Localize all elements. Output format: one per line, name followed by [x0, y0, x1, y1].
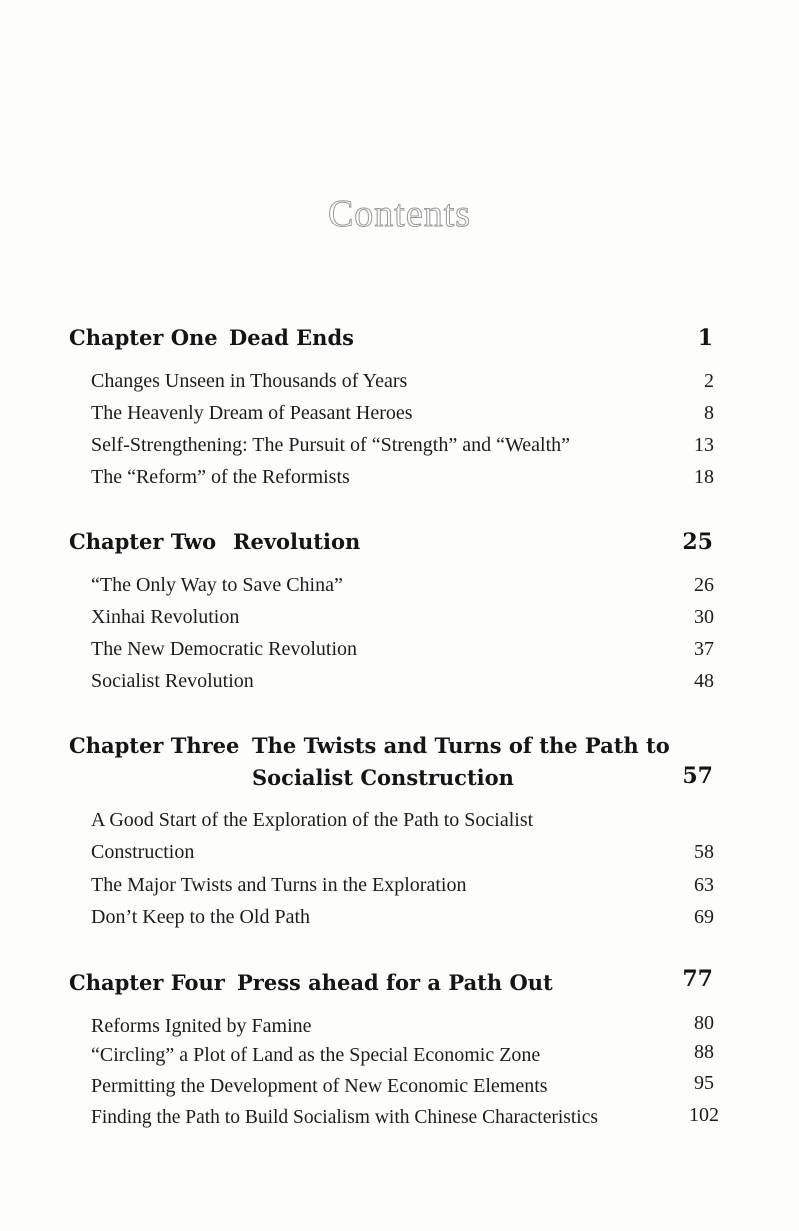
toc-entry: [91, 901, 714, 933]
chapter-page-number: 25: [682, 529, 713, 555]
toc-entry-page: 8: [704, 402, 714, 424]
toc-entry-page: 26: [694, 574, 714, 596]
chapter-page-number: 1: [697, 325, 713, 351]
chapter-number: Chapter Three: [69, 733, 240, 758]
chapter-title-line: Socialist Construction: [252, 765, 514, 790]
toc-entry: [91, 633, 714, 665]
toc-entry-title: Finding the Path to Build Socialism with Chinese Characteristics: [91, 1107, 598, 1128]
chapter-title: [252, 730, 670, 794]
chapter-heading: [69, 322, 713, 354]
toc-entry-page: 80: [694, 1012, 714, 1034]
chapter-heading: [69, 730, 713, 794]
chapter-heading: [69, 967, 713, 999]
toc-entry-title: Xinhai Revolution: [91, 606, 240, 628]
toc-entry-title-line: A Good Start of the Exploration of the Path to Socialist: [91, 809, 534, 831]
toc-entry: [91, 869, 714, 901]
toc-entry-page: 69: [694, 906, 714, 928]
toc-entry-page: 102: [689, 1104, 719, 1126]
toc-entry: [91, 665, 714, 697]
toc-entry: [91, 397, 714, 429]
chapter-title: [229, 322, 354, 354]
toc-entry: [91, 569, 714, 601]
toc-entry-page: 88: [694, 1041, 714, 1063]
toc-entry: [91, 461, 714, 493]
toc-entry-title: The “Reform” of the Reformists: [91, 466, 350, 488]
chapter-title: [237, 967, 553, 999]
page-title: Contents: [327, 193, 472, 235]
toc-entry: [91, 365, 714, 397]
toc-entry-title: Don’t Keep to the Old Path: [91, 906, 311, 928]
toc-entry-page: 2: [704, 370, 714, 392]
toc-entry-title: Self-Strengthening: The Pursuit of “Strength” and “Wealth”: [91, 434, 571, 456]
toc-entry-title: “The Only Way to Save China”: [91, 574, 343, 596]
chapter-page-number: 57: [682, 763, 713, 789]
toc-entry-page: 63: [694, 874, 714, 896]
toc-entry-title: Permitting the Development of New Economic Elements: [91, 1075, 548, 1097]
toc-entry-title: The Major Twists and Turns in the Exploration: [91, 874, 467, 896]
chapter-page-number: 77: [682, 966, 713, 992]
chapter-title-line: Press ahead for a Path Out: [237, 970, 553, 995]
chapter-title-line: The Twists and Turns of the Path to: [252, 733, 670, 758]
toc-entry-title: The Heavenly Dream of Peasant Heroes: [91, 402, 413, 424]
toc-entry-title: The New Democratic Revolution: [91, 638, 358, 660]
toc-entry: [91, 804, 714, 868]
toc-entry-page: 48: [694, 670, 714, 692]
chapter-heading: [69, 526, 713, 558]
chapter-number: Chapter Two: [69, 529, 217, 554]
toc-entry: [91, 429, 714, 461]
toc-entry-page: 13: [694, 434, 714, 456]
chapter-title: [233, 526, 360, 558]
toc-entry-page: 37: [694, 638, 714, 660]
chapter-title-line: Dead Ends: [229, 325, 354, 350]
toc-entry: [91, 1039, 714, 1071]
toc-entry-title: Reforms Ignited by Famine: [91, 1015, 312, 1037]
chapter-number: Chapter Four: [69, 970, 225, 995]
toc-entry-title: Socialist Revolution: [91, 670, 254, 692]
chapter-number: Chapter One: [69, 325, 218, 350]
toc-entry-title: “Circling” a Plot of Land as the Special Economic Zone: [91, 1044, 541, 1066]
toc-entry: [91, 1102, 719, 1134]
chapter-title-line: Revolution: [233, 529, 361, 554]
toc-entry-title-line: Construction: [91, 841, 195, 863]
toc-entry: [91, 1010, 714, 1042]
toc-entry: [91, 601, 714, 633]
toc-entry-page: 95: [694, 1072, 714, 1094]
toc-entry-page: 58: [694, 841, 714, 863]
toc-entry-title: Changes Unseen in Thousands of Years: [91, 370, 408, 392]
toc-entry-page: 18: [694, 466, 714, 488]
toc-entry: [91, 1070, 714, 1102]
toc-entry-page: 30: [694, 606, 714, 628]
